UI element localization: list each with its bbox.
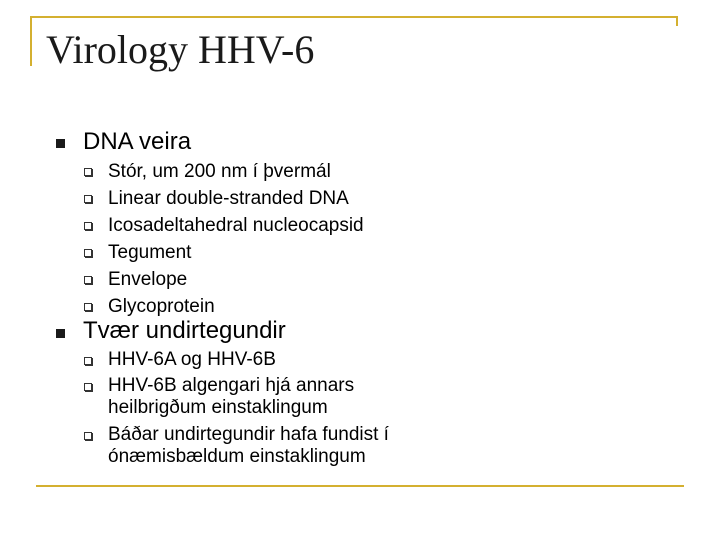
list-item: Tegument — [108, 242, 192, 263]
square-bullet-icon — [56, 329, 65, 338]
checkbox-bullet-icon — [84, 222, 92, 230]
list-item: Glycoprotein — [108, 296, 215, 317]
list-item: Stór, um 200 nm í þvermál — [108, 161, 331, 182]
square-bullet-icon — [56, 139, 65, 148]
list-item: HHV-6B algengari hjá annars heilbrigðum einstaklingum — [108, 375, 355, 418]
checkbox-bullet-icon — [84, 357, 92, 365]
frame-bottom-rule — [36, 485, 684, 487]
frame-top-rule — [30, 16, 678, 18]
checkbox-bullet-icon — [84, 195, 92, 203]
frame-left-rule — [30, 16, 32, 66]
list-item: Linear double-stranded DNA — [108, 188, 349, 209]
list-item: HHV-6A og HHV-6B — [108, 349, 276, 370]
checkbox-bullet-icon — [84, 168, 92, 176]
slide-title: Virology HHV-6 — [46, 27, 315, 72]
checkbox-bullet-icon — [84, 383, 92, 391]
list-item: Báðar undirtegundir hafa fundist í ónæmisbældum einstaklingum — [108, 424, 389, 467]
list-item: Envelope — [108, 269, 188, 290]
section-heading: DNA veira — [83, 128, 192, 155]
list-item: Icosadeltahedral nucleocapsid — [108, 215, 364, 236]
checkbox-bullet-icon — [84, 249, 92, 257]
checkbox-bullet-icon — [84, 303, 92, 311]
frame-top-right-tick — [676, 16, 678, 26]
section-heading: Tvær undirtegundir — [83, 317, 286, 344]
checkbox-bullet-icon — [84, 432, 92, 440]
checkbox-bullet-icon — [84, 276, 92, 284]
